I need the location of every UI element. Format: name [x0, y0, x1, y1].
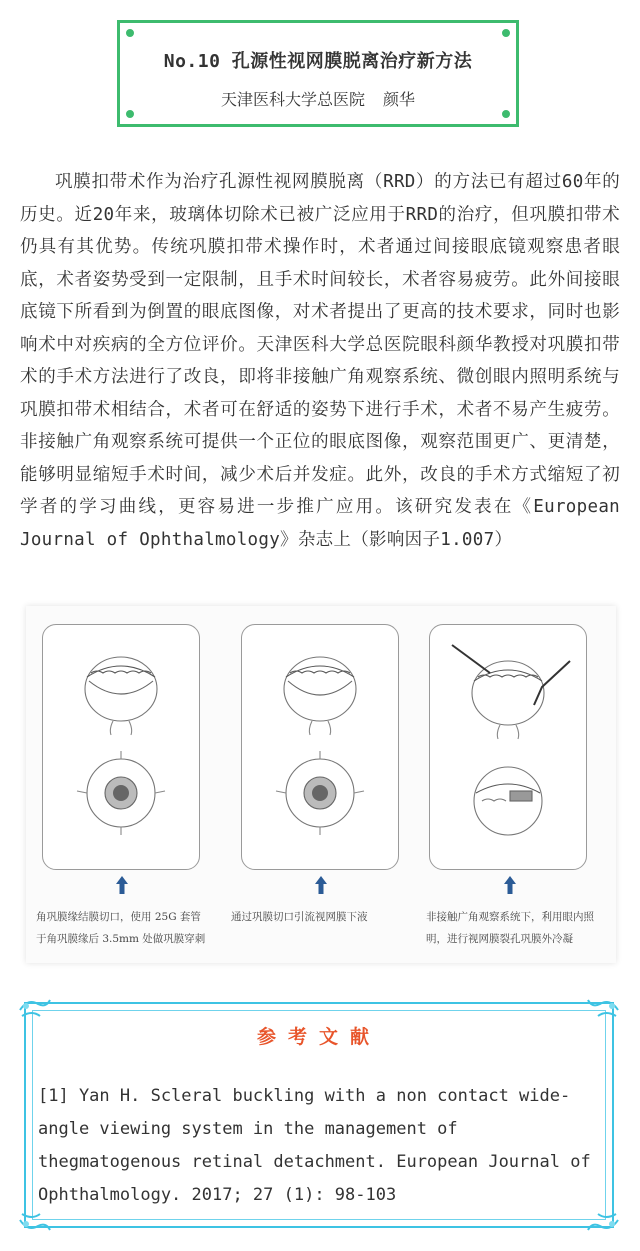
up-arrow-icon — [116, 876, 128, 894]
eye-illustration — [430, 625, 586, 869]
corner-dot — [126, 110, 134, 118]
title-box — [117, 20, 519, 127]
corner-dot — [502, 29, 510, 37]
figure-panel-1 — [42, 624, 200, 870]
author: 颜华 — [383, 90, 416, 109]
surgery-figure — [26, 606, 616, 963]
up-arrow-icon — [504, 876, 516, 894]
figure-panel-3 — [429, 624, 587, 870]
figure-panel-2 — [241, 624, 399, 870]
figure-caption-3 — [426, 906, 594, 950]
caption-line: 于角巩膜缘后 3.5mm 处做巩膜穿刺 — [36, 933, 206, 945]
reference-item: [1] Yan H. Scleral buckling with a non contact wide-angle viewing system in the management of thegmatogenous retinal detachment. European Journal of Ophthalmology. 2017; 27 (1): 98-103 — [38, 1086, 591, 1205]
institution: 天津医科大学总医院 — [220, 90, 365, 109]
corner-dot — [126, 29, 134, 37]
figure-caption-2 — [231, 906, 368, 928]
caption-line: 非接触广角观察系统下，利用眼内照 — [426, 911, 594, 923]
caption-line: 通过巩膜切口引流视网膜下液 — [231, 911, 368, 923]
byline — [120, 87, 516, 110]
references-box — [24, 1002, 614, 1228]
caption-line: 角巩膜缘结膜切口，使用 25G 套管 — [36, 911, 201, 923]
eye-illustration — [43, 625, 199, 869]
figure-caption-1 — [36, 906, 205, 950]
page-title: No.10 孔源性视网膜脱离治疗新方法 — [163, 51, 473, 72]
corner-dot — [502, 110, 510, 118]
caption-line: 明，进行视网膜裂孔巩膜外冷凝 — [426, 933, 573, 945]
eye-illustration — [242, 625, 398, 869]
references-title: 参考文献 — [256, 1026, 381, 1048]
up-arrow-icon — [315, 876, 327, 894]
body-paragraph: 巩膜扣带术作为治疗孔源性视网膜脱离（RRD）的方法已有超过60年的历史。近20年来，玻璃体切除术已被广泛应用于RRD的治疗，但巩膜扣带术仍具有其优势。传统巩膜扣带术操作时，术者通过间接眼底镜观察患者眼底，术者姿势受到一定限制，且手术时间较长，术者容易疲劳。此外间接眼底镜下所看到为倒置的眼底图像，对术者提出了更高的技术要求，同时也影响术中对疾病的全方位评价。天津医科大学总医院眼科颜华教授对巩膜扣带术的手术方法进行了改良，即将非接触广角观察系统、微创眼内照明系统与巩膜扣带术相结合，术者可在舒适的姿势下进行手术，术者不易产生疲劳。非接触广角观察系统可提供一个正位的眼底图像，观察范围更广、更清楚，能够明显缩短手术时间，减少术后并发症。此外，改良的手术方式缩短了初学者的学习曲线，更容易进一步推广应用。该研究发表在《European Journal of Ophthalmology》杂志上（影响因子1.007） — [20, 172, 620, 550]
